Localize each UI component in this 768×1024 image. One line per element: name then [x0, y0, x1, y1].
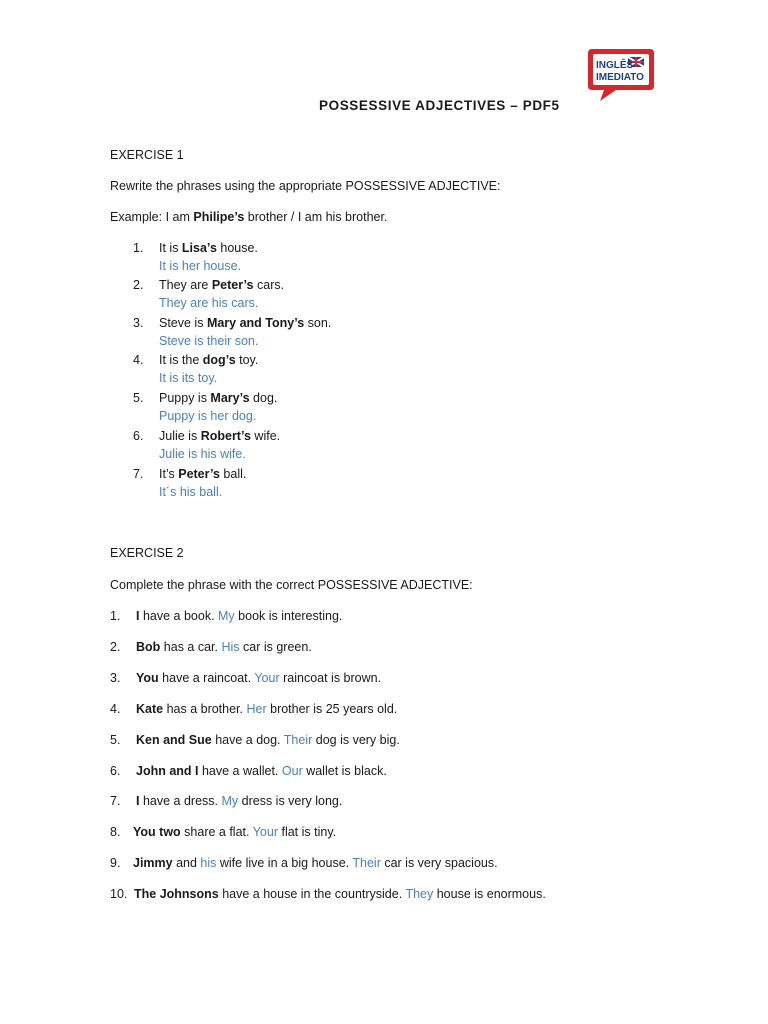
ex1-item-phrase [159, 240, 258, 256]
ex2-item-subject: John and I [136, 764, 199, 778]
ex2-item-phrase [136, 701, 397, 717]
ex2-item-mid: have a dress. [139, 794, 222, 808]
ex2-item-phrase [133, 855, 498, 871]
ex1-item-bold: dog’s [202, 353, 236, 367]
ex1-item-number: 4. [133, 353, 144, 367]
ex2-item-answer2: Their [352, 856, 381, 870]
ex1-item-post: wife. [250, 429, 281, 443]
logo-line1: INGLÊS [596, 60, 634, 71]
ex2-item-phrase [136, 763, 387, 779]
ex1-item-phrase [159, 315, 331, 331]
ex2-item-number: 7. [110, 794, 121, 808]
ex2-item-answer: his [200, 856, 217, 870]
ex1-item-number: 3. [133, 316, 144, 330]
exercise1-heading: EXERCISE 1 [110, 148, 184, 162]
ex2-item-answer: My [218, 609, 235, 623]
ex2-item-answer: Your [252, 825, 278, 839]
ex2-item-mid: have a dog. [211, 733, 284, 747]
ex2-item-answer: Her [246, 702, 267, 716]
ex2-item-number: 6. [110, 764, 121, 778]
ex2-item-mid: has a brother. [163, 702, 247, 716]
ex2-item-number: 1. [110, 609, 121, 623]
ex2-item-answer: They [405, 887, 434, 901]
exercise1-example [110, 209, 387, 225]
ex2-item-post: raincoat is brown. [279, 671, 382, 685]
ex2-item-subject: You [136, 671, 159, 685]
ex1-item-phrase [159, 428, 280, 444]
ex1-item-number: 2. [133, 278, 144, 292]
ex1-item-pre: It is [159, 241, 182, 255]
ex2-item-number: 3. [110, 671, 121, 685]
exercise2-instruction: Complete the phrase with the correct POSSESSIVE ADJECTIVE: [110, 578, 473, 592]
ex2-item-phrase [133, 824, 336, 840]
ex1-item-answer: It is its toy. [159, 371, 218, 385]
ex1-item-pre: It is the [159, 353, 203, 367]
ex2-item-subject: I [136, 609, 140, 623]
ex1-item-bold: Mary’s [210, 391, 250, 405]
ex2-item-post: wife live in a big house. [216, 856, 353, 870]
ex1-item-pre: It’s [159, 467, 179, 481]
logo-line2: IMEDIATO [596, 72, 644, 83]
ex2-item-post: house is enormous. [433, 887, 546, 901]
ex2-item-post: dog is very big. [312, 733, 400, 747]
example-prefix: Example: I am [110, 210, 194, 224]
ex2-item-phrase [136, 732, 400, 748]
ex2-item-phrase [134, 886, 546, 902]
ex1-item-post: toy. [235, 353, 259, 367]
exercise2-heading: EXERCISE 2 [110, 546, 184, 560]
ingles-imediato-logo [586, 46, 656, 104]
ex1-item-number: 5. [133, 391, 144, 405]
ex1-item-answer: Puppy is her dog. [159, 409, 257, 423]
ex2-item-post: wallet is black. [302, 764, 387, 778]
ex1-item-pre: Puppy is [159, 391, 211, 405]
ex2-item-subject: Kate [136, 702, 164, 716]
ex1-item-bold: Peter’s [178, 467, 220, 481]
ex1-item-number: 1. [133, 241, 144, 255]
ex1-item-number: 6. [133, 429, 144, 443]
ex1-item-post: house. [216, 241, 258, 255]
ex2-item-subject: You two [133, 825, 181, 839]
ex1-item-phrase [159, 352, 258, 368]
ex2-item-phrase [136, 639, 312, 655]
ex2-item-post: brother is 25 years old. [266, 702, 398, 716]
ex2-item-number: 2. [110, 640, 121, 654]
ex1-item-pre: They are [159, 278, 212, 292]
ex2-item-mid: have a wallet. [198, 764, 282, 778]
page-title: POSSESSIVE ADJECTIVES – PDF5 [319, 98, 560, 113]
ex2-item-subject: Jimmy [133, 856, 173, 870]
ex2-item-phrase [136, 670, 381, 686]
ex2-item-post: car is green. [239, 640, 312, 654]
ex1-item-phrase [159, 390, 277, 406]
ex2-item-answer: Our [281, 764, 303, 778]
ex1-item-pre: Steve is [159, 316, 207, 330]
ex2-item-answer: His [221, 640, 240, 654]
ex1-item-bold: Robert’s [200, 429, 251, 443]
ex1-item-bold: Lisa’s [181, 241, 217, 255]
ex1-item-answer: It is her house. [159, 259, 241, 273]
ex1-item-answer: Julie is his wife. [159, 447, 246, 461]
example-suffix: brother / I am his brother. [244, 210, 388, 224]
ex2-item-number: 10. [110, 887, 128, 901]
ex2-item-answer: Their [283, 733, 313, 747]
ex2-item-number: 8. [110, 825, 121, 839]
ex2-item-answer: My [221, 794, 239, 808]
ex2-item-mid: have a house in the countryside. [218, 887, 406, 901]
ex1-item-bold: Mary and Tony’s [206, 316, 305, 330]
ex1-item-answer: They are his cars. [159, 296, 259, 310]
ex2-item-subject: Bob [136, 640, 161, 654]
ex1-item-bold: Peter’s [211, 278, 254, 292]
ex2-item-number: 4. [110, 702, 121, 716]
ex1-item-phrase [159, 277, 284, 293]
ex2-item-mid: have a raincoat. [158, 671, 255, 685]
ex2-item-phrase [136, 608, 342, 624]
ex2-item-mid: has a car. [160, 640, 222, 654]
ex1-item-answer: Steve is their son. [159, 334, 259, 348]
ex1-item-pre: Julie is [159, 429, 201, 443]
ex1-item-answer: It´s his ball. [159, 485, 223, 499]
ex2-item-mid: have a book. [139, 609, 219, 623]
ex1-item-post: son. [304, 316, 332, 330]
ex2-item-post: dress is very long. [238, 794, 343, 808]
ex1-item-post: dog. [249, 391, 278, 405]
ex2-item-mid: share a flat. [180, 825, 253, 839]
ex2-item-phrase [136, 793, 342, 809]
ex2-item-subject: I [136, 794, 140, 808]
ex2-item-mid: and [172, 856, 201, 870]
ex1-item-phrase [159, 466, 246, 482]
ex1-item-number: 7. [133, 467, 144, 481]
exercise1-instruction: Rewrite the phrases using the appropriate POSSESSIVE ADJECTIVE: [110, 179, 501, 193]
example-bold: Philipe’s [193, 210, 245, 224]
ex1-item-post: cars. [253, 278, 285, 292]
ex2-item-post: book is interesting. [234, 609, 343, 623]
ex2-item-number: 9. [110, 856, 121, 870]
ex2-item-post: flat is tiny. [278, 825, 337, 839]
ex2-item-number: 5. [110, 733, 121, 747]
ex2-item-subject: The Johnsons [134, 887, 219, 901]
ex2-item-answer: Your [254, 671, 280, 685]
ex2-item-subject: Ken and Sue [136, 733, 212, 747]
ex2-item-post2: car is very spacious. [380, 856, 498, 870]
ex1-item-post: ball. [219, 467, 247, 481]
